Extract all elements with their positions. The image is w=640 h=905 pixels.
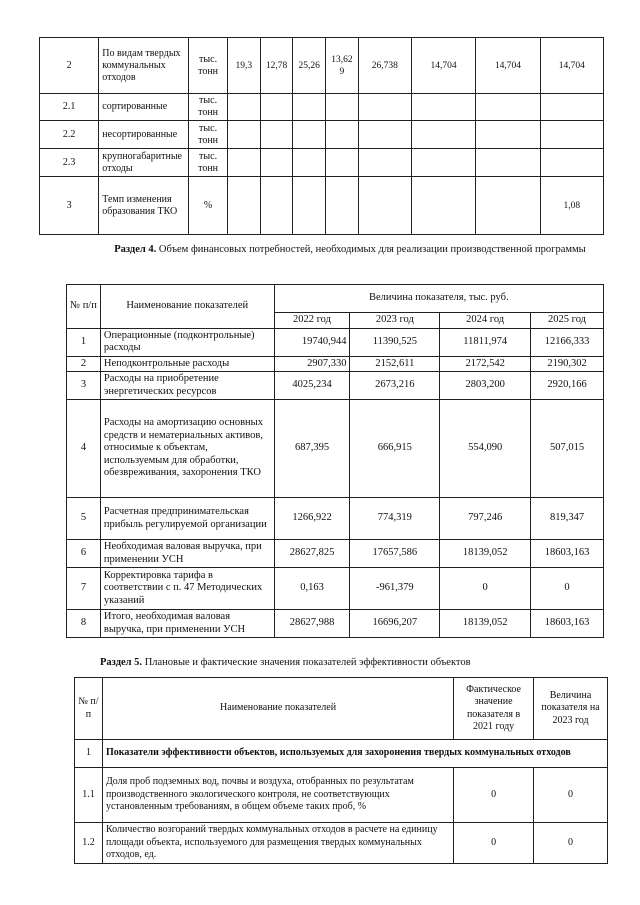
value-cell [411, 149, 475, 177]
value-cell [227, 121, 260, 149]
row-unit: тыс. тонн [189, 121, 228, 149]
value-cell: 12,78 [260, 38, 293, 94]
value-cell: 4025,234 [274, 372, 350, 400]
table-row [40, 121, 604, 149]
value-cell [358, 121, 411, 149]
value-cell: 0 [440, 568, 531, 610]
table-row [40, 177, 604, 235]
table-row [75, 823, 608, 864]
table-row [75, 768, 608, 823]
table-row [67, 610, 604, 638]
row-number: 4 [67, 400, 101, 498]
value-cell [227, 94, 260, 121]
row-number: 7 [67, 568, 101, 610]
value-cell: 11811,974 [440, 328, 531, 356]
section-4-heading [100, 243, 600, 257]
value-cell: 1,08 [540, 177, 603, 235]
plan-value: 0 [534, 823, 608, 864]
header-year: 2024 год [440, 313, 531, 329]
value-cell: 28627,825 [274, 540, 350, 568]
waste-volume-table [39, 37, 604, 235]
table-row [40, 38, 604, 94]
table-row [67, 498, 604, 540]
value-cell: 18603,163 [531, 610, 604, 638]
efficiency-indicators-table [74, 677, 608, 864]
value-cell [260, 94, 293, 121]
value-cell: 16696,207 [350, 610, 440, 638]
header-year: 2023 год [350, 313, 440, 329]
table-row [40, 149, 604, 177]
value-cell [358, 149, 411, 177]
value-cell [260, 149, 293, 177]
header-name: Наименование показателей [102, 678, 453, 740]
row-number: 1.2 [75, 823, 103, 864]
row-name: сортированные [99, 94, 189, 121]
row-name: Неподконтрольные расходы [100, 356, 274, 372]
row-unit: тыс. тонн [189, 94, 228, 121]
table-row [67, 400, 604, 498]
value-cell: 13,62 9 [326, 38, 359, 94]
row-name: Расходы на амортизацию основных средств и нематериальных активов, относимые к объектам, используемым для обработки, обезвреживания, захоронения ТКО [100, 400, 274, 498]
value-cell: 25,26 [293, 38, 326, 94]
section-4-title: Объем финансовых потребностей, необходимых для реализации производственной программы [156, 244, 586, 255]
table-row [67, 356, 604, 372]
fact-value: 0 [454, 823, 534, 864]
value-cell [476, 94, 540, 121]
value-cell: 14,704 [411, 38, 475, 94]
table-row [67, 540, 604, 568]
value-cell: 2803,200 [440, 372, 531, 400]
header-year: 2025 год [531, 313, 604, 329]
value-cell: 28627,988 [274, 610, 350, 638]
row-name: крупногабаритные отходы [99, 149, 189, 177]
value-cell: 26,738 [358, 38, 411, 94]
value-cell: 19740,944 [274, 328, 350, 356]
value-cell [411, 177, 475, 235]
row-number: 2 [40, 38, 99, 94]
value-cell [293, 121, 326, 149]
value-cell [411, 94, 475, 121]
row-name: Доля проб подземных вод, почвы и воздуха, отобранных по результатам производственного экологического контроля, не соответствующих установленным требованиям, в общем объеме таких проб, % [102, 768, 453, 823]
row-number: 3 [67, 372, 101, 400]
row-unit: тыс. тонн [189, 149, 228, 177]
value-cell: 687,395 [274, 400, 350, 498]
value-cell [293, 177, 326, 235]
table-header-row [67, 285, 604, 313]
row-number: 2.2 [40, 121, 99, 149]
header-year: 2022 год [274, 313, 350, 329]
row-number: 8 [67, 610, 101, 638]
header-fact: Фактическое значение показателя в 2021 году [454, 678, 534, 740]
header-number: № п/ п [75, 678, 103, 740]
value-cell [358, 94, 411, 121]
row-name: Корректировка тарифа в соответствии с п. 47 Методических указаний [100, 568, 274, 610]
section-4-label: Раздел 4. [114, 244, 157, 255]
value-cell: 18139,052 [440, 610, 531, 638]
group-number: 1 [75, 740, 103, 768]
value-cell: 18139,052 [440, 540, 531, 568]
value-cell [260, 177, 293, 235]
row-name: Итого, необходимая валовая выручка, при применении УСН [100, 610, 274, 638]
row-number: 3 [40, 177, 99, 235]
row-unit: % [189, 177, 228, 235]
table-row [40, 94, 604, 121]
table-row [67, 328, 604, 356]
value-cell: 11390,525 [350, 328, 440, 356]
row-name: Необходимая валовая выручка, при применении УСН [100, 540, 274, 568]
value-cell: 774,319 [350, 498, 440, 540]
section-5-heading [100, 656, 540, 670]
financial-needs-table [66, 284, 604, 638]
value-cell [411, 121, 475, 149]
value-cell [476, 177, 540, 235]
value-cell: 2172,542 [440, 356, 531, 372]
value-cell: 2152,611 [350, 356, 440, 372]
value-cell: 17657,586 [350, 540, 440, 568]
value-cell: 507,015 [531, 400, 604, 498]
value-cell: 0 [531, 568, 604, 610]
value-cell: 2673,216 [350, 372, 440, 400]
value-cell [540, 94, 603, 121]
value-cell: 14,704 [476, 38, 540, 94]
value-cell: 819,347 [531, 498, 604, 540]
row-number: 5 [67, 498, 101, 540]
row-number: 2.3 [40, 149, 99, 177]
value-cell [260, 121, 293, 149]
value-cell [540, 149, 603, 177]
value-cell: 797,246 [440, 498, 531, 540]
header-name: Наименование показателей [100, 285, 274, 329]
row-name: Расчетная предпринимательская прибыль регулируемой организации [100, 498, 274, 540]
row-number: 6 [67, 540, 101, 568]
header-number: № п/п [67, 285, 101, 329]
value-cell [326, 121, 359, 149]
value-cell: 554,090 [440, 400, 531, 498]
row-number: 2 [67, 356, 101, 372]
row-number: 1.1 [75, 768, 103, 823]
table-row [67, 568, 604, 610]
value-cell: 666,915 [350, 400, 440, 498]
value-cell [326, 177, 359, 235]
value-cell: 12166,333 [531, 328, 604, 356]
row-number: 2.1 [40, 94, 99, 121]
row-name: Темп изменения образования ТКО [99, 177, 189, 235]
row-name: Расходы на приобретение энергетических ресурсов [100, 372, 274, 400]
value-cell [326, 149, 359, 177]
value-cell: 1266,922 [274, 498, 350, 540]
value-cell [227, 149, 260, 177]
row-name: Количество возгораний твердых коммунальных отходов в расчете на единицу площади объекта, используемого для размещения твердых коммунальных отходов, ед. [102, 823, 453, 864]
header-value: Величина показателя, тыс. руб. [274, 285, 603, 313]
row-unit: тыс. тонн [189, 38, 228, 94]
value-cell [476, 121, 540, 149]
section-5-label: Раздел 5. [100, 657, 143, 668]
row-number: 1 [67, 328, 101, 356]
value-cell: 2190,302 [531, 356, 604, 372]
value-cell [326, 94, 359, 121]
value-cell: 0,163 [274, 568, 350, 610]
value-cell: 19,3 [227, 38, 260, 94]
value-cell [540, 121, 603, 149]
value-cell: 18603,163 [531, 540, 604, 568]
value-cell [293, 149, 326, 177]
row-name: несортированные [99, 121, 189, 149]
row-name: По видам твердых коммунальных отходов [99, 38, 189, 94]
table-header-row [75, 678, 608, 740]
plan-value: 0 [534, 768, 608, 823]
header-plan: Величина показателя на 2023 год [534, 678, 608, 740]
group-title: Показатели эффективности объектов, используемых для захоронения твердых коммунальных отходов [102, 740, 607, 768]
value-cell [476, 149, 540, 177]
section-5-title: Плановые и фактические значения показателей эффективности объектов [142, 657, 471, 668]
value-cell [293, 94, 326, 121]
row-name: Операционные (подконтрольные) расходы [100, 328, 274, 356]
table-group-row [75, 740, 608, 768]
fact-value: 0 [454, 768, 534, 823]
value-cell [358, 177, 411, 235]
value-cell: -961,379 [350, 568, 440, 610]
value-cell: 14,704 [540, 38, 603, 94]
value-cell: 2920,166 [531, 372, 604, 400]
table-row [67, 372, 604, 400]
value-cell [227, 177, 260, 235]
value-cell: 2907,330 [274, 356, 350, 372]
